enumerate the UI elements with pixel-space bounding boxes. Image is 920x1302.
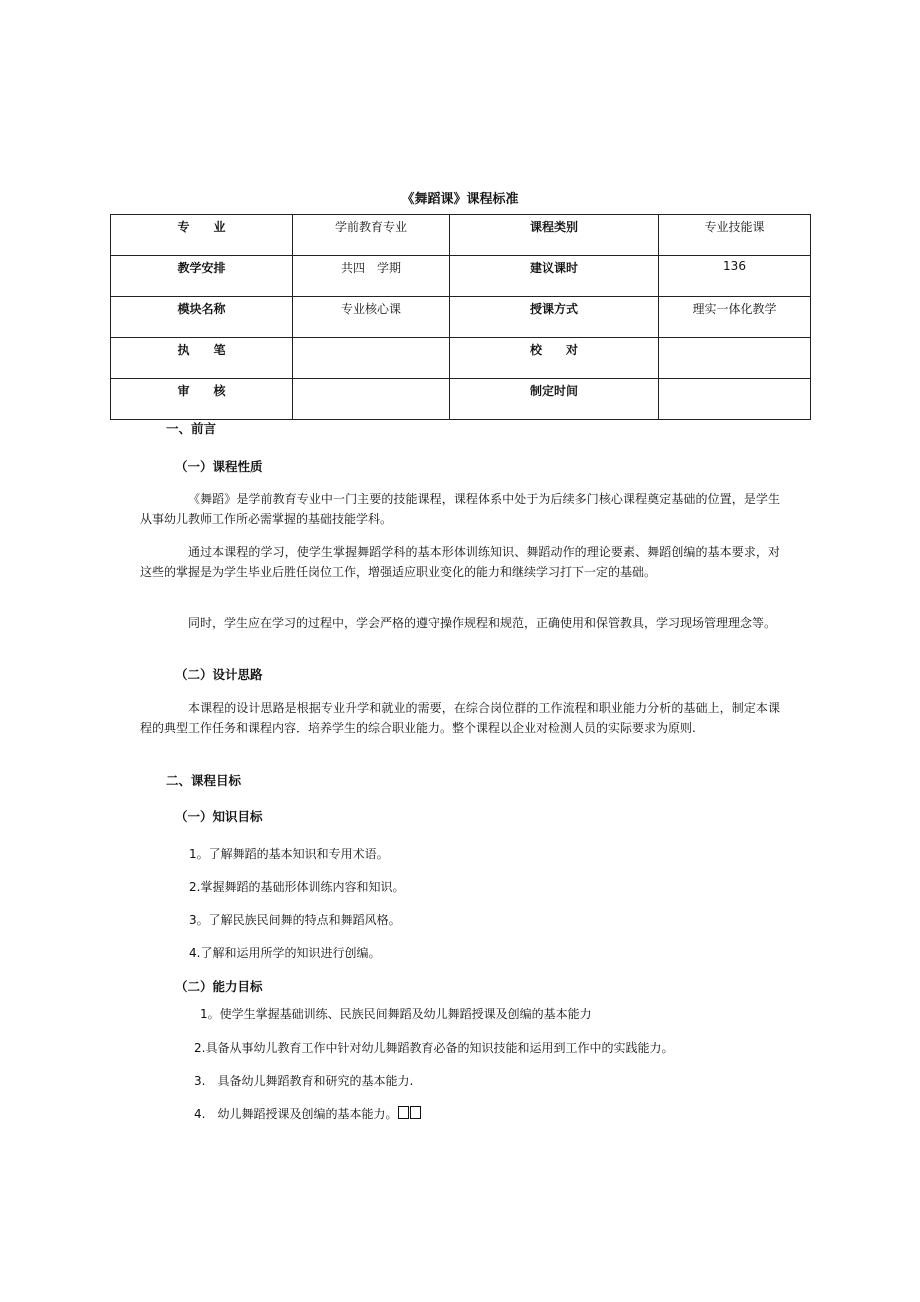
table-label-author: 执 笔 (111, 338, 293, 379)
list-item: 1。使学生掌握基础训练、民族民间舞蹈及幼儿舞蹈授课及创编的基本能力 (200, 1007, 592, 1021)
table-value-module: 专业核心课 (293, 297, 450, 338)
table-row (111, 297, 811, 338)
document-title: 《舞蹈课》课程标准 (401, 192, 519, 207)
paragraph: 通过本课程的学习，使学生掌握舞蹈学科的基本形体训练知识、舞蹈动作的理论要素、舞蹈创编的基本要求，对这些的掌握是为学生毕业后胜任岗位工作，增强适应职业变化的能力和继续学习打下一定的基础。 (140, 545, 780, 579)
table-label-proofread: 校 对 (450, 338, 659, 379)
section-heading-course-goals: 二、课程目标 (166, 773, 242, 788)
table-row (111, 338, 811, 379)
table-row (111, 215, 811, 256)
list-item: 2.具备从事幼儿教育工作中针对幼儿舞蹈教育必备的知识技能和运用到工作中的实践能力。 (194, 1041, 674, 1055)
table-value-hours: 136 (659, 256, 811, 297)
table-value-teaching-mode: 理实一体化教学 (659, 297, 811, 338)
table-label-teaching-mode: 授课方式 (450, 297, 659, 338)
table-value-proofread (659, 338, 811, 379)
table-label-module: 模块名称 (111, 297, 293, 338)
table-label-schedule: 教学安排 (111, 256, 293, 297)
list-item-text: 4. 幼儿舞蹈授课及创编的基本能力。 (194, 1107, 398, 1121)
table-value-major: 学前教育专业 (293, 215, 450, 256)
list-item (194, 1105, 421, 1122)
table-label-course-type: 课程类别 (450, 215, 659, 256)
list-item: 3. 具备幼儿舞蹈教育和研究的基本能力. (194, 1074, 414, 1088)
table-label-review: 审 核 (111, 379, 293, 420)
paragraph: 《舞蹈》是学前教育专业中一门主要的技能课程，课程体系中处于为后续多门核心课程奠定基础的位置，是学生从事幼儿教师工作所必需掌握的基础技能学科。 (140, 492, 780, 526)
course-info-table (110, 214, 811, 420)
table-value-schedule: 共四 学期 (293, 256, 450, 297)
table-label-date: 制定时间 (450, 379, 659, 420)
table-value-date (659, 379, 811, 420)
list-item: 2.掌握舞蹈的基础形体训练内容和知识。 (189, 880, 405, 894)
list-item: 4.了解和运用所学的知识进行创编。 (189, 946, 381, 960)
list-item: 1。了解舞蹈的基本知识和专用术语。 (189, 847, 389, 861)
section-heading-preface: 一、前言 (166, 421, 217, 436)
table-label-major: 专 业 (111, 215, 293, 256)
list-item: 3。了解民族民间舞的特点和舞蹈风格。 (189, 913, 401, 927)
table-row (111, 379, 811, 420)
subheading-course-nature: （一）课程性质 (175, 459, 263, 474)
paragraph: 同时，学生应在学习的过程中，学会严格的遵守操作规程和规范，正确使用和保管教具，学习现场管理理念等。 (188, 616, 777, 630)
subheading-design-idea: （二）设计思路 (175, 667, 263, 682)
placeholder-box-icon (398, 1106, 409, 1119)
table-value-author (293, 338, 450, 379)
subheading-ability-goals: （二）能力目标 (175, 979, 263, 994)
paragraph: 本课程的设计思路是根据专业升学和就业的需要，在综合岗位群的工作流程和职业能力分析的基础上，制定本课程的典型工作任务和课程内容．培养学生的综合职业能力。整个课程以企业对检测人员的实际要求为原则. (140, 701, 780, 735)
table-value-course-type: 专业技能课 (659, 215, 811, 256)
subheading-knowledge-goals: （一）知识目标 (175, 809, 263, 824)
table-value-review (293, 379, 450, 420)
placeholder-box-icon (410, 1106, 421, 1119)
table-label-hours: 建议课时 (450, 256, 659, 297)
table-row (111, 256, 811, 297)
